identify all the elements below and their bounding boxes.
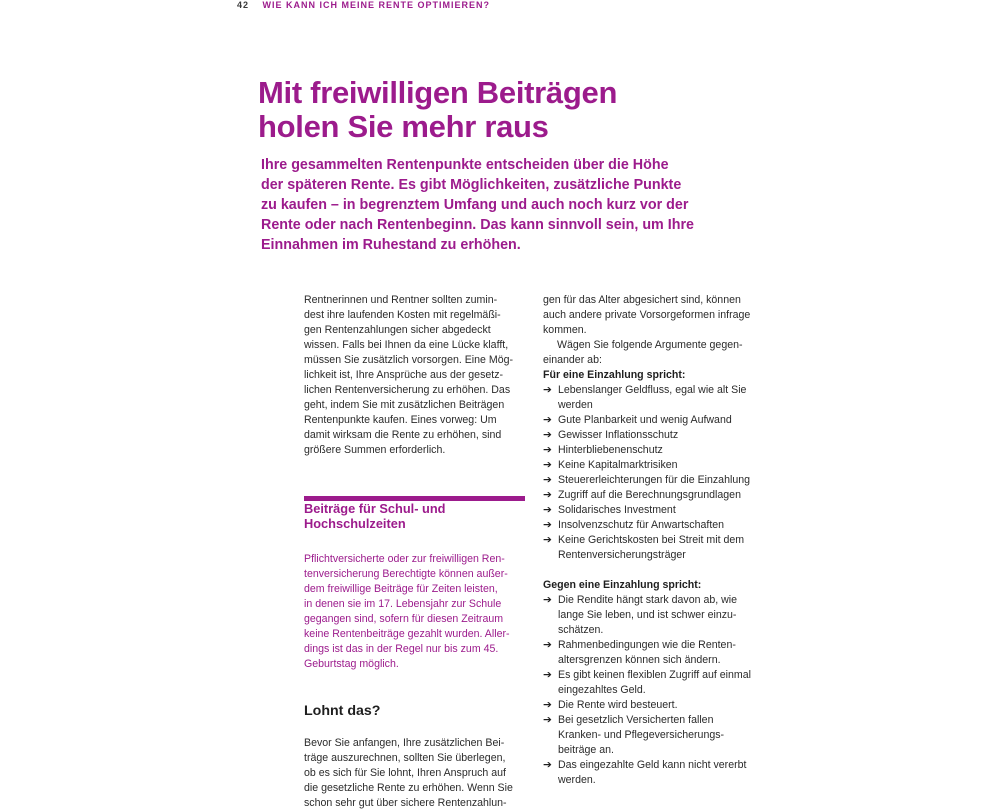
arrow-right-icon: ➔ xyxy=(543,714,552,726)
contra-list xyxy=(543,593,768,788)
contra-item-line: werden. xyxy=(558,774,596,786)
contra-item-line: beiträge an. xyxy=(558,744,614,756)
pro-item-line: Keine Gerichtskosten bei Streit mit dem xyxy=(558,534,745,546)
continued-paragraph xyxy=(543,293,768,338)
pro-heading: Für eine Einzahlung spricht: xyxy=(543,369,686,381)
contra-item xyxy=(543,668,768,698)
text-line: Rentnerinnen und Rentner sollten zumin- xyxy=(304,294,498,306)
pro-item xyxy=(543,458,768,473)
box-line: in denen sie im 17. Lebensjahr zur Schule xyxy=(304,598,502,610)
arrow-right-icon: ➔ xyxy=(543,414,552,426)
arrow-right-icon: ➔ xyxy=(543,699,552,711)
contra-item xyxy=(543,698,768,713)
lead-line: Rente oder nach Rentenbeginn. Das kann sinnvoll sein, um Ihre xyxy=(261,217,694,233)
text-line: lichkeit ist, Ihre Ansprüche aus der gesetz- xyxy=(304,369,504,381)
pro-item-line: Steuererleichterungen für die Einzahlung xyxy=(558,474,750,486)
pro-item xyxy=(543,518,768,533)
pro-item-line: Gewisser Inflationsschutz xyxy=(558,429,679,441)
arrow-right-icon: ➔ xyxy=(543,519,552,531)
text-line: dest ihre laufenden Kosten mit regelmäßi- xyxy=(304,309,501,321)
arrow-right-icon: ➔ xyxy=(543,534,552,546)
arrow-right-icon: ➔ xyxy=(543,429,552,441)
contra-item-line: altersgrenzen können sich ändern. xyxy=(558,654,721,666)
text-line: Bevor Sie anfangen, Ihre zusätzlichen Bei- xyxy=(304,737,505,749)
arrow-right-icon: ➔ xyxy=(543,474,552,486)
pro-item-line: Gute Planbarkeit und wenig Aufwand xyxy=(558,414,732,426)
page-number: 42 xyxy=(237,0,250,10)
contra-item xyxy=(543,638,768,668)
title-line: Mit freiwilligen Beiträgen xyxy=(258,75,618,110)
weigh-paragraph xyxy=(543,338,768,368)
lead-paragraph xyxy=(261,155,711,255)
lead-line: Ihre gesammelten Rentenpunkte entscheiden über die Höhe xyxy=(261,157,669,173)
box-line: keine Rentenbeiträge gezahlt wurden. Aller- xyxy=(304,628,510,640)
pro-item xyxy=(543,473,768,488)
box-line: dem freiwillige Beiträge für Zeiten leisten, xyxy=(304,583,498,595)
text-line: Rentenpunkte kaufen. Eines vorweg: Um xyxy=(304,414,497,426)
box-heading-line: Hochschulzeiten xyxy=(304,516,406,531)
pro-item xyxy=(543,533,768,563)
contra-item-line: lange Sie leben, und ist schwer einzu- xyxy=(558,609,737,621)
contra-item-line: Rahmenbedingungen wie die Renten- xyxy=(558,639,736,651)
text-line: müssen Sie zusätzlich vorsorgen. Eine Mög- xyxy=(304,354,514,366)
pro-item-line: Rentenversicherungsträger xyxy=(558,549,686,561)
contra-item-line: Die Rente wird besteuert. xyxy=(558,699,678,711)
pro-item-line: Keine Kapitalmarktrisiken xyxy=(558,459,678,471)
text-line: kommen. xyxy=(543,324,587,336)
text-line: die gesetzliche Rente zu erhöhen. Wenn Sie xyxy=(304,782,513,794)
pro-item-line: Hinterbliebenenschutz xyxy=(558,444,663,456)
pro-item xyxy=(543,488,768,503)
section-heading-lohnt: Lohnt das? xyxy=(304,703,381,719)
pro-item xyxy=(543,503,768,518)
running-header xyxy=(237,0,490,10)
text-line: gen Rentenzahlungen sicher abgedeckt xyxy=(304,324,491,336)
arrow-right-icon: ➔ xyxy=(543,459,552,471)
lead-line: der späteren Rente. Es gibt Möglichkeiten, zusätzliche Punkte xyxy=(261,177,682,193)
text-line: wissen. Falls bei Ihnen da eine Lücke klafft, xyxy=(304,339,509,351)
left-column xyxy=(304,293,524,811)
right-column xyxy=(543,293,768,788)
pro-item xyxy=(543,413,768,428)
text-line: auch andere private Vorsorgeformen infrage xyxy=(543,309,751,321)
contra-item xyxy=(543,713,768,758)
pro-list xyxy=(543,383,768,563)
contra-item xyxy=(543,758,768,788)
pro-item-line: Lebenslanger Geldfluss, egal wie alt Sie xyxy=(558,384,747,396)
text-line: gen für das Alter abgesichert sind, können xyxy=(543,294,741,306)
box-line: dings ist das in der Regel nur bis zum 45. xyxy=(304,643,499,655)
text-line: lichen Rentenversicherung zu erhöhen. Das xyxy=(304,384,511,396)
pro-item-line: Zugriff auf die Berechnungsgrundlagen xyxy=(558,489,741,501)
text-line: größere Summen erforderlich. xyxy=(304,444,446,456)
lead-line: Einnahmen im Ruhestand zu erhöhen. xyxy=(261,237,521,253)
contra-item xyxy=(543,593,768,638)
box-line: tenversicherung Berechtigte können außer- xyxy=(304,568,508,580)
box-heading-line: Beiträge für Schul- und xyxy=(304,501,446,516)
running-title: WIE KANN ICH MEINE RENTE OPTIMIEREN? xyxy=(262,0,491,10)
arrow-right-icon: ➔ xyxy=(543,489,552,501)
arrow-right-icon: ➔ xyxy=(543,504,552,516)
contra-item-line: Es gibt keinen flexiblen Zugriff auf einmal xyxy=(558,669,751,681)
pro-item-line: werden xyxy=(558,399,593,411)
box-line: Geburtstag möglich. xyxy=(304,658,399,670)
pro-item-line: Insolvenzschutz für Anwartschaften xyxy=(558,519,725,531)
text-line: ob es sich für Sie lohnt, Ihren Anspruch auf xyxy=(304,767,506,779)
arrow-right-icon: ➔ xyxy=(543,639,552,651)
text-line: träge auszurechnen, sollten Sie überlegen, xyxy=(304,752,506,764)
intro-paragraph xyxy=(304,293,524,458)
page-title xyxy=(258,76,617,144)
contra-item-line: Kranken- und Pflegeversicherungs- xyxy=(558,729,725,741)
box-line: Pflichtversicherte oder zur freiwilligen Ren- xyxy=(304,553,505,565)
box-line: gegangen sind, sofern für diesen Zeitraum xyxy=(304,613,504,625)
pro-item-line: Solidarisches Investment xyxy=(558,504,676,516)
arrow-right-icon: ➔ xyxy=(543,444,552,456)
arrow-right-icon: ➔ xyxy=(543,759,552,771)
text-line: schon sehr gut über sichere Rentenzahlun- xyxy=(304,797,507,809)
contra-item-line: schätzen. xyxy=(558,624,604,636)
arrow-right-icon: ➔ xyxy=(543,594,552,606)
contra-item-line: Das eingezahlte Geld kann nicht vererbt xyxy=(558,759,747,771)
box-paragraph xyxy=(304,552,524,672)
contra-item-line: Bei gesetzlich Versicherten fallen xyxy=(558,714,714,726)
contra-item-line: eingezahltes Geld. xyxy=(558,684,646,696)
box-heading xyxy=(304,501,524,531)
pro-item xyxy=(543,383,768,413)
contra-heading: Gegen eine Einzahlung spricht: xyxy=(543,579,702,591)
pro-item xyxy=(543,443,768,458)
text-line: damit wirksam die Rente zu erhöhen, sind xyxy=(304,429,502,441)
pro-item xyxy=(543,428,768,443)
arrow-right-icon: ➔ xyxy=(543,384,552,396)
arrow-right-icon: ➔ xyxy=(543,669,552,681)
lead-line: zu kaufen – in begrenztem Umfang und auch noch kurz vor der xyxy=(261,197,689,213)
text-line: einander ab: xyxy=(543,354,602,366)
title-line: holen Sie mehr raus xyxy=(258,109,549,144)
text-line: geht, indem Sie mit zusätzlichen Beiträgen xyxy=(304,399,505,411)
text-line: Wägen Sie folgende Argumente gegen- xyxy=(557,339,743,351)
contra-item-line: Die Rendite hängt stark davon ab, wie xyxy=(558,594,738,606)
